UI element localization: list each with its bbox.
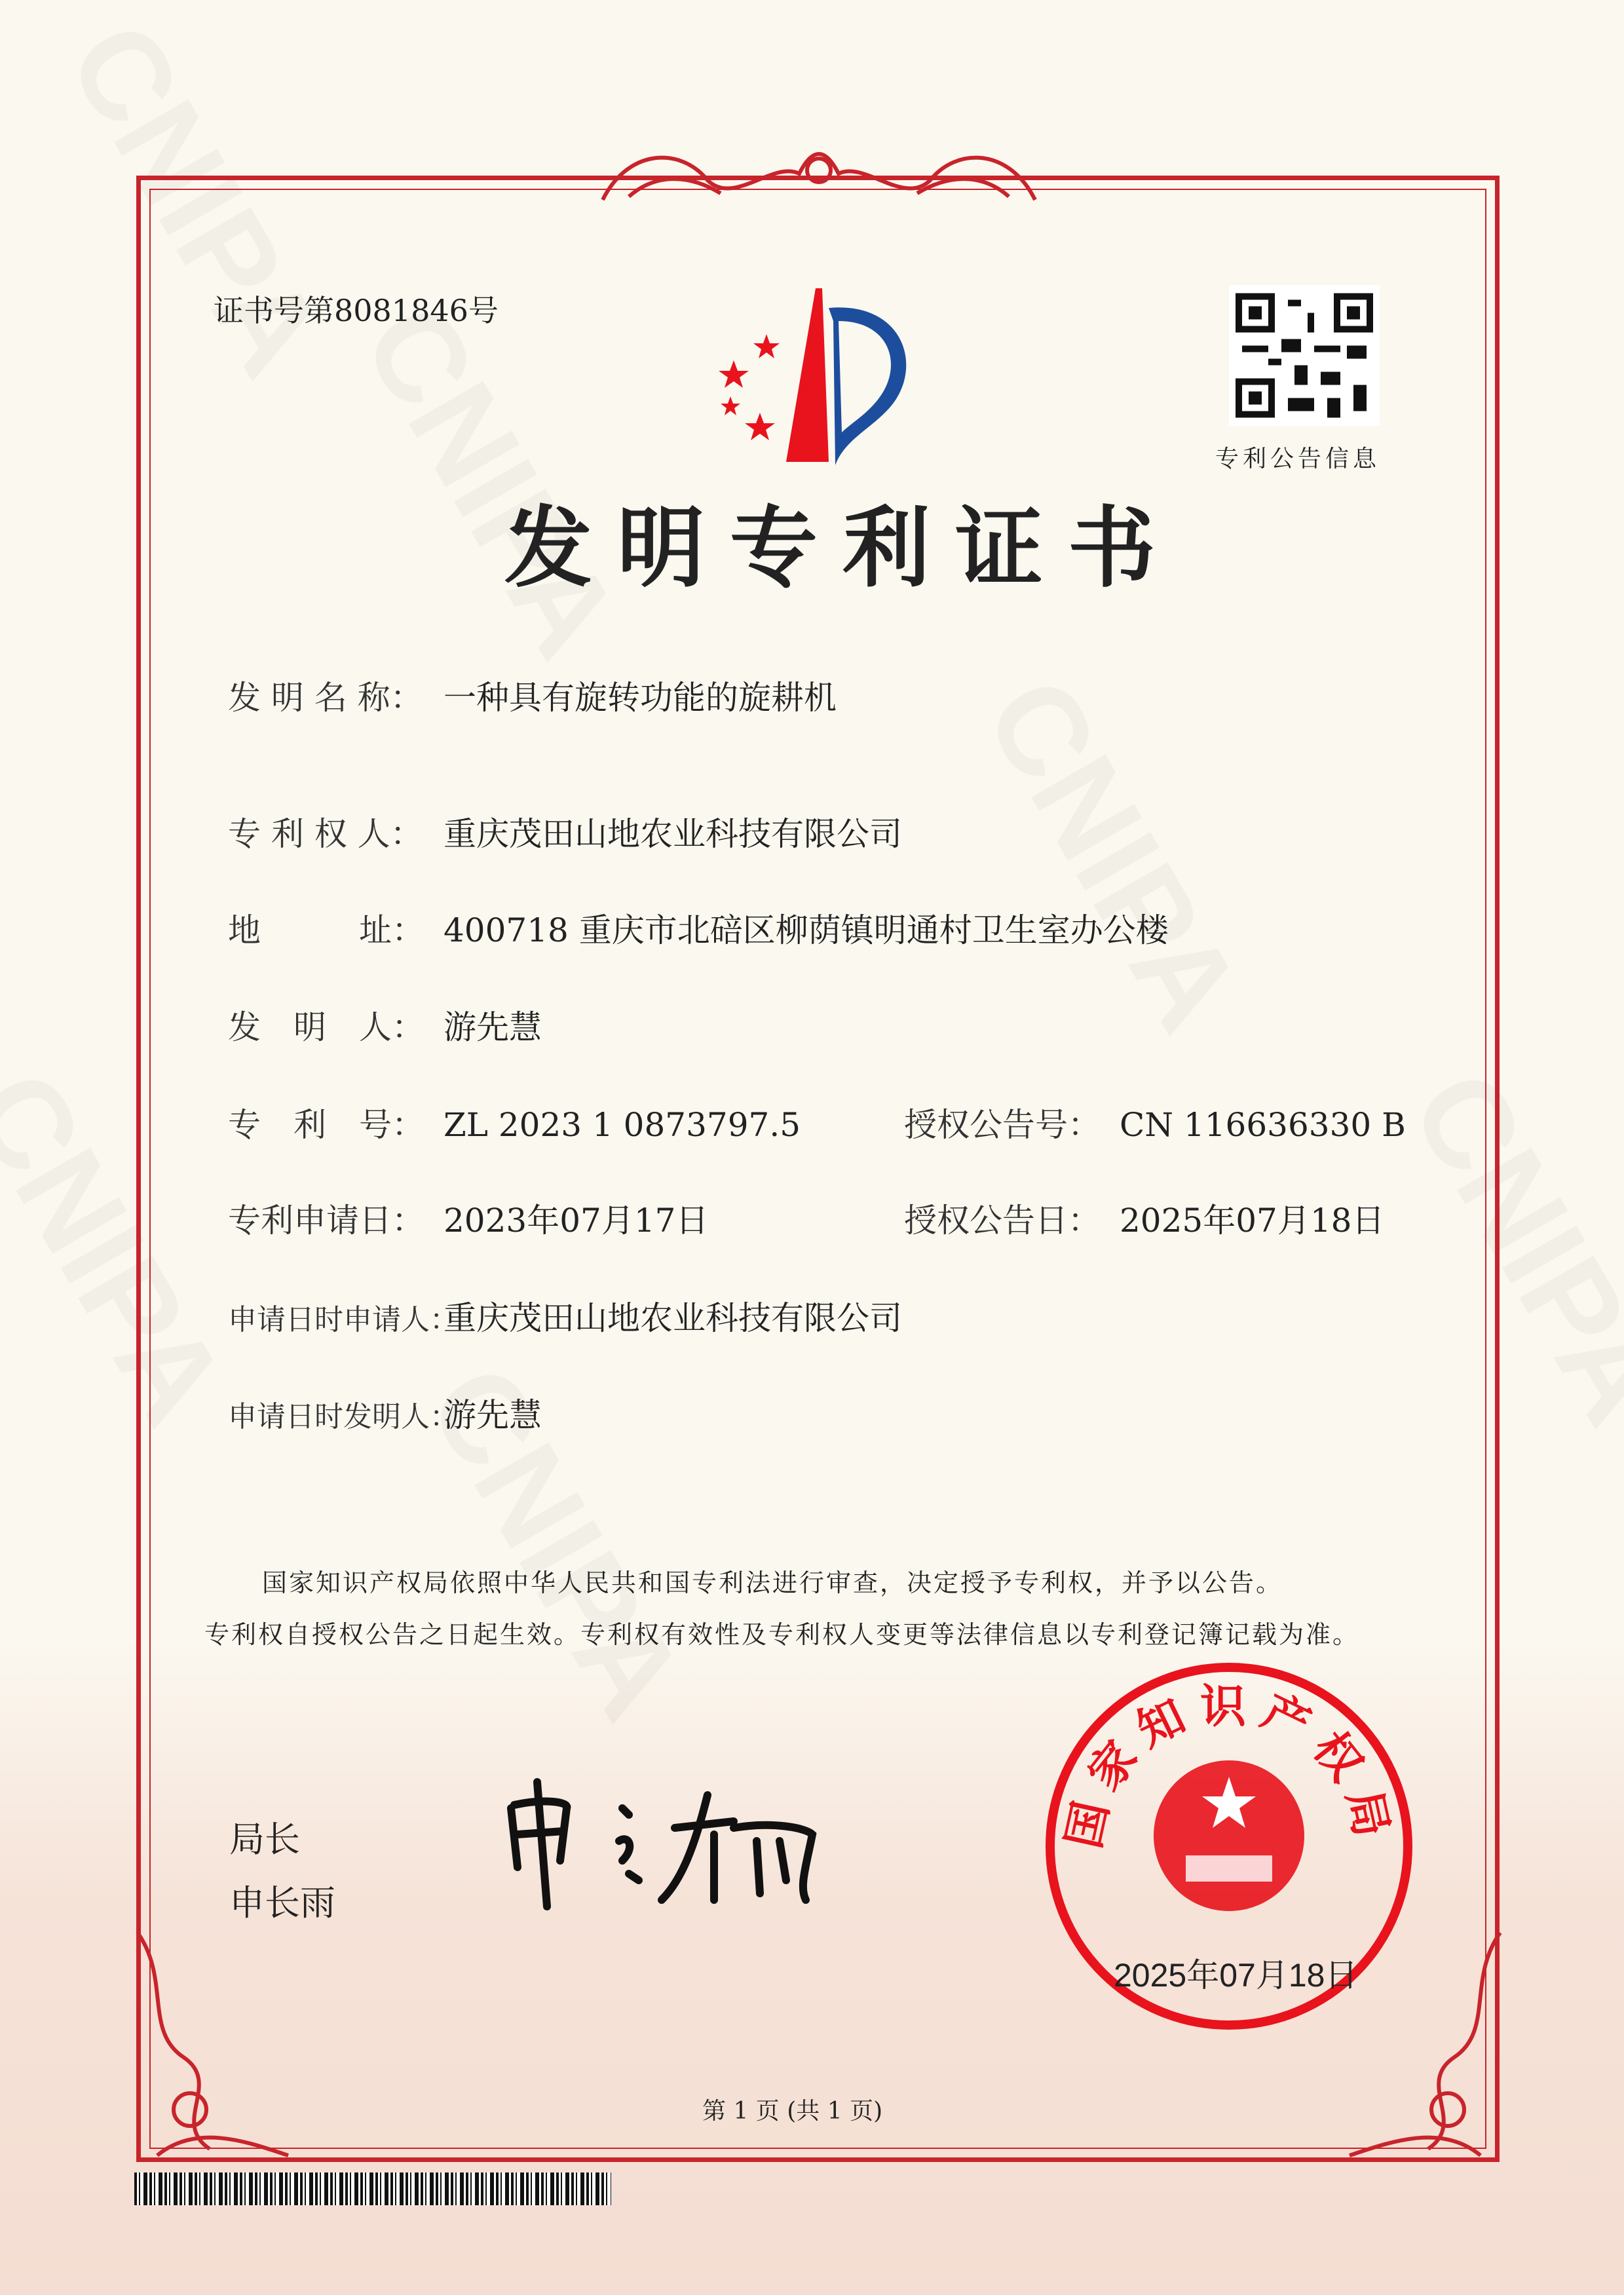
top-ornament-icon [590,134,1048,213]
notice-line: 专利权自授权公告之日起生效。专利权有效性及专利权人变更等法律信息以专利登记簿记载为准。 [204,1620,1360,1649]
certificate-number: 证书号第8081846号 [214,293,499,328]
field-invention-name [228,672,837,719]
field-patent-no [228,1099,801,1146]
field-inventor-at-filing [228,1389,542,1436]
cnipa-logo-icon [694,282,943,472]
field-value: 2023年07月17日 [444,1202,709,1240]
field-value: 重庆茂田山地农业科技有限公司 [444,1299,902,1337]
qr-label: 专利公告信息 [1215,446,1381,472]
field-label: 专 利 权 人： [228,815,423,853]
field-value: 游先慧 [444,1008,542,1046]
field-label: 申请日时申请人： [228,1303,459,1337]
field-label: 授权公告日： [904,1202,1101,1240]
field-value: 400718 重庆市北碚区柳荫镇明通村卫生室办公楼 [444,911,1169,949]
field-label: 申请日时发明人： [228,1400,459,1433]
field-label: 专 利 号： [228,1106,425,1144]
field-label: 专利申请日： [228,1202,425,1240]
field-grant-pub-no [904,1099,1406,1146]
field-value: CN 116636330 B [1120,1106,1406,1144]
field-label: 地 址： [228,911,425,949]
corner-ornament-left-icon [131,1926,301,2162]
field-value: 游先慧 [444,1396,542,1434]
field-label: 发 明 名 称： [228,679,423,717]
director-name: 申长雨 [229,1882,335,1924]
field-value: ZL 2023 1 0873797.5 [444,1106,801,1144]
field-applicant-at-filing [228,1292,902,1339]
field-inventor [228,1001,542,1048]
field-value: 一种具有旋转功能的旋耕机 [444,679,837,717]
field-label: 发 明 人： [228,1008,425,1046]
certificate-title: 发明专利证书 [504,497,1181,599]
field-patentee [228,808,902,855]
page-footer: 第 1 页 (共 1 页) [702,2098,883,2125]
seal-text: 国家知识产权局 [1056,1679,1402,1853]
field-value: 2025年07月18日 [1120,1202,1385,1240]
barcode [134,2172,611,2205]
field-grant-pub-date [904,1194,1385,1242]
qr-code[interactable] [1229,285,1380,426]
director-title: 局长 [229,1819,300,1860]
signature-icon [498,1769,839,1920]
seal-date: 2025年07月18日 [1114,1957,1358,1994]
field-address [228,904,1169,951]
field-value: 重庆茂田山地农业科技有限公司 [444,815,902,853]
notice-line: 国家知识产权局依照中华人民共和国专利法进行审查，决定授予专利权，并予以公告。 [262,1568,1283,1597]
field-label: 授权公告号： [904,1106,1101,1144]
qr-code-icon [1229,285,1380,426]
field-filing-date [228,1194,709,1242]
